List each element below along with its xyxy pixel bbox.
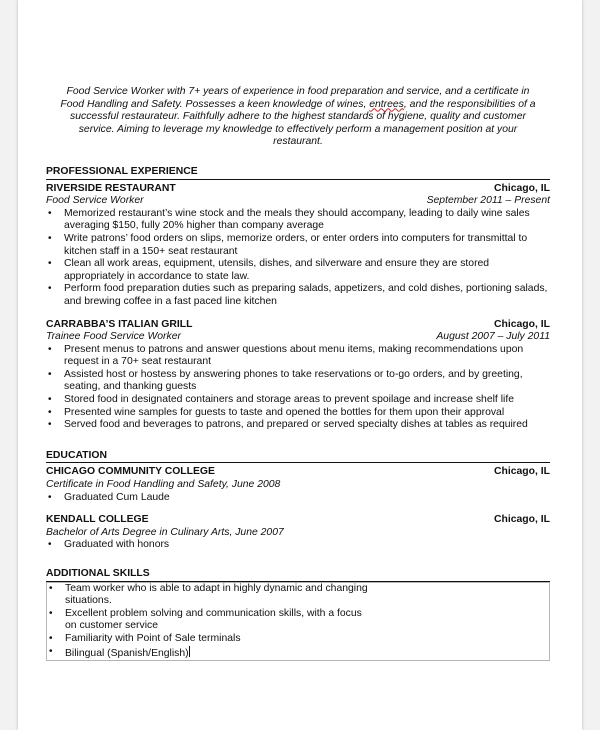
school-credential: Bachelor of Arts Degree in Culinary Arts, June 2007 (46, 526, 284, 538)
job-dates: September 2011 – Present (426, 195, 550, 207)
bullet-item: • Stored food in designated containers and storage areas to prevent spoilage and increase shelf life (48, 394, 514, 406)
education-bullets (46, 492, 550, 505)
bullet-icon: • (49, 582, 53, 594)
school-credential: Certificate in Food Handling and Safety, June 2008 (46, 479, 281, 491)
employer-name: CARRABBA’S ITALIAN GRILL (46, 318, 193, 330)
bullet-icon: • (48, 258, 52, 270)
education-entry (46, 466, 550, 504)
school-name: KENDALL COLLEGE (46, 514, 149, 526)
summary-text-end: , and the responsibilities of a successful restaurateur. Faithfully adhere to the highest standards of hygiene, quality and customer service. Aiming to leverage my knowledge to effectively perform a management position at your restaurant. (70, 98, 536, 148)
bullet-item: • Bilingual (Spanish/English) (49, 645, 189, 659)
bullet-item: • Served food and beverages to patrons, and prepared or served specialty dishes at tables as required (48, 419, 528, 431)
skills-text-box[interactable] (46, 582, 550, 662)
bullet-item: • Memorized restaurant’s wine stock and the meals they should accompany, leading to daily wine sales averaging $150, fully 20% higher than company average (48, 207, 530, 232)
bullet-item: • Excellent problem solving and communication skills, with a focus on customer service (49, 607, 362, 632)
bullet-item: • Perform food preparation duties such as preparing salads, appetizers, and cold dishes, portioning salads, and brewing coffee in a fast paced line kitchen (48, 283, 548, 307)
bullet-item: • Graduated Cum Laude (48, 491, 170, 503)
spellcheck-word[interactable]: entrees (369, 98, 404, 110)
bullet-item: • Graduated with honors (48, 539, 170, 551)
bullet-icon: • (48, 232, 52, 244)
school-location: Chicago, IL (494, 466, 550, 478)
summary-text-start: Food Service Worker with 7+ years of experience in food preparation and service, and a certificate in Food Handling and Safety. Possesses a keen knowledge of wines, (60, 86, 530, 110)
job-bullets (46, 208, 550, 309)
education-entry (46, 514, 550, 552)
school-name: CHICAGO COMMUNITY COLLEGE (46, 466, 215, 478)
bullet-icon: • (49, 607, 53, 619)
job-title: Food Service Worker (46, 195, 144, 207)
document-page (18, 0, 582, 730)
bullet-icon: • (48, 491, 52, 503)
employer-name: RIVERSIDE RESTAURANT (46, 182, 176, 194)
education-bullets (46, 539, 550, 552)
job-dates: August 2007 – July 2011 (436, 331, 550, 343)
bullet-icon: • (48, 207, 52, 219)
school-location: Chicago, IL (494, 514, 550, 526)
bullet-icon: • (48, 343, 52, 355)
job-location: Chicago, IL (494, 182, 550, 194)
job-bullets (46, 344, 550, 432)
job-location: Chicago, IL (494, 318, 550, 330)
resume-body (46, 86, 550, 661)
bullet-icon: • (49, 632, 53, 644)
job-title: Trainee Food Service Worker (46, 331, 181, 343)
bullet-icon: • (48, 283, 52, 295)
summary-paragraph (56, 86, 540, 149)
bullet-item: • Familiarity with Point of Sale terminals (49, 632, 241, 644)
bullet-icon: • (48, 368, 52, 380)
bullet-item: • Assisted host or hostess by answering phones to take reservations or to-go orders, and by greeting, seating, and thanking guests (48, 368, 523, 393)
bullet-icon: • (49, 645, 53, 657)
bullet-item: • Write patrons’ food orders on slips, memorize orders, or enter orders into computers for transmittal to kitchen staff in a 150+ seat restaurant (48, 232, 528, 257)
bullet-icon: • (48, 419, 52, 431)
job-entry (46, 319, 550, 432)
job-entry (46, 183, 550, 309)
text-cursor (189, 646, 190, 657)
experience-heading: PROFESSIONAL EXPERIENCE (46, 166, 550, 180)
bullet-icon: • (48, 539, 52, 551)
bullet-icon: • (48, 394, 52, 406)
skills-bullets (47, 583, 375, 661)
bullet-item: • Clean all work areas, equipment, utensils, dishes, and silverware and ensure they are stored appropriately in accordance to state law. (48, 258, 490, 282)
education-heading: EDUCATION (46, 450, 550, 464)
bullet-item: • Present menus to patrons and answer questions about menu items, making recommendations upon request in a 70+ seat restaurant (48, 343, 524, 368)
bullet-item: • Presented wine samples for guests to taste and opened the bottles for them upon their approval (48, 406, 505, 418)
skills-heading: ADDITIONAL SKILLS (46, 568, 550, 582)
bullet-icon: • (48, 406, 52, 418)
bullet-item: • Team worker who is able to adapt in highly dynamic and changing situations. (49, 582, 368, 607)
